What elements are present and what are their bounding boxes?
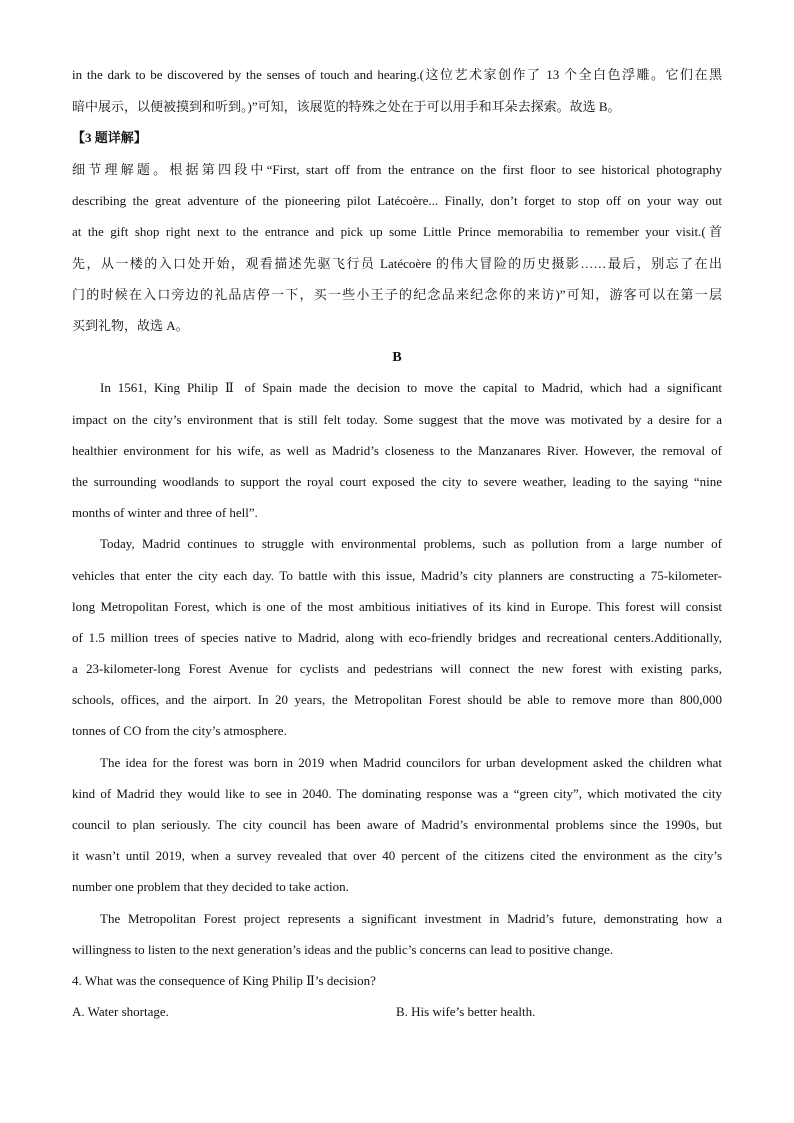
detail-line: 先，从一楼的入口处开始，观看描述先驱飞行员 Latécoère 的伟大冒险的历史摄影……最后，别忘了在出 — [72, 256, 722, 271]
paragraph-line: Today, Madrid continues to struggle with environmental problems, such as pollution from a large number of — [100, 536, 722, 551]
paragraph-line: long Metropolitan Forest, which is one of the most ambitious initiatives of its kind in Europe. This forest will consist — [72, 599, 722, 614]
paragraph-line: the surrounding woodlands to support the royal court exposed the city to severe weather, leading to the saying “nine — [72, 474, 722, 489]
explanation-line: 暗中展示，以便被摸到和听到。)”可知，该展览的特殊之处在于可以用手和耳朵去探索。故选 B。 — [72, 99, 621, 114]
paragraph-line: The Metropolitan Forest project represents a significant investment in Madrid’s future, demonstrating how a — [100, 911, 722, 926]
paragraph-line: vehicles that enter the city each day. To battle with this issue, Madrid’s city planners are constructing a 75-kilometer- — [72, 568, 722, 583]
detail-line: 细节理解题。根据第四段中“First, start off from the entrance on the first floor to see historical photography — [72, 162, 722, 177]
paragraph-line: In 1561, King Philip Ⅱ of Spain made the decision to move the capital to Madrid, which had a significant — [100, 380, 722, 395]
option-b: B. His wife’s better health. — [396, 1004, 536, 1019]
paragraph-line: council to plan seriously. The city council has been aware of Madrid’s environmental problems since the 1990s, but — [72, 817, 722, 832]
paragraph-line: months of winter and three of hell”. — [72, 505, 258, 520]
paragraph-line: number one problem that they decided to take action. — [72, 879, 349, 894]
paragraph-line: of 1.5 million trees of species native to Madrid, along with eco-friendly bridges and recreational centers.Additionally, — [72, 630, 722, 645]
passage-heading: B — [392, 350, 402, 365]
paragraph-line: impact on the city’s environment that is still felt today. Some suggest that the move was motivated by a desire for a — [72, 412, 722, 427]
paragraph-line: healthier environment for his wife, as well as Madrid’s closeness to the Manzanares River. However, the removal of — [72, 443, 722, 458]
explanation-line: in the dark to be discovered by the senses of touch and hearing.(这位艺术家创作了 13 个全白色浮雕。它们在黑 — [72, 67, 722, 82]
paragraph-line: it wasn’t until 2019, when a survey revealed that over 40 percent of the citizens cited the environment as the city’s — [72, 848, 722, 863]
paragraph-line: The idea for the forest was born in 2019 when Madrid councilors for urban development asked the children what — [100, 755, 722, 770]
paragraph-line: schools, offices, and the airport. In 20 years, the Metropolitan Forest should be able to remove more than 800,000 — [72, 692, 722, 707]
paragraph-line: a 23-kilometer-long Forest Avenue for cyclists and pedestrians will connect the new forest with existing parks, — [72, 661, 722, 676]
detail-line: 买到礼物，故选 A。 — [72, 318, 189, 333]
paragraph-line: kind of Madrid they would like to see in 2040. The dominating response was a “green city”, which motivated the city — [72, 786, 722, 801]
detail-line: at the gift shop right next to the entrance and pick up some Little Prince memorabilia to remember your visit.(首 — [72, 224, 722, 239]
detail-line: 门的时候在入口旁边的礼品店停一下，买一些小王子的纪念品来纪念你的来访)”可知，游客可以在第一层 — [72, 287, 722, 302]
question-stem: 4. What was the consequence of King Philip Ⅱ’s decision? — [72, 973, 376, 988]
paragraph-line: willingness to listen to the next generation’s ideas and the public’s concerns can lead to positive change. — [72, 942, 614, 957]
option-a: A. Water shortage. — [72, 1004, 169, 1019]
paragraph-line: tonnes of CO from the city’s atmosphere. — [72, 723, 287, 738]
detail-heading: 【3 题详解】 — [72, 130, 147, 145]
detail-line: describing the great adventure of the pioneering pilot Latécoère... Finally, don’t forget to stop off on your way out — [72, 193, 722, 208]
